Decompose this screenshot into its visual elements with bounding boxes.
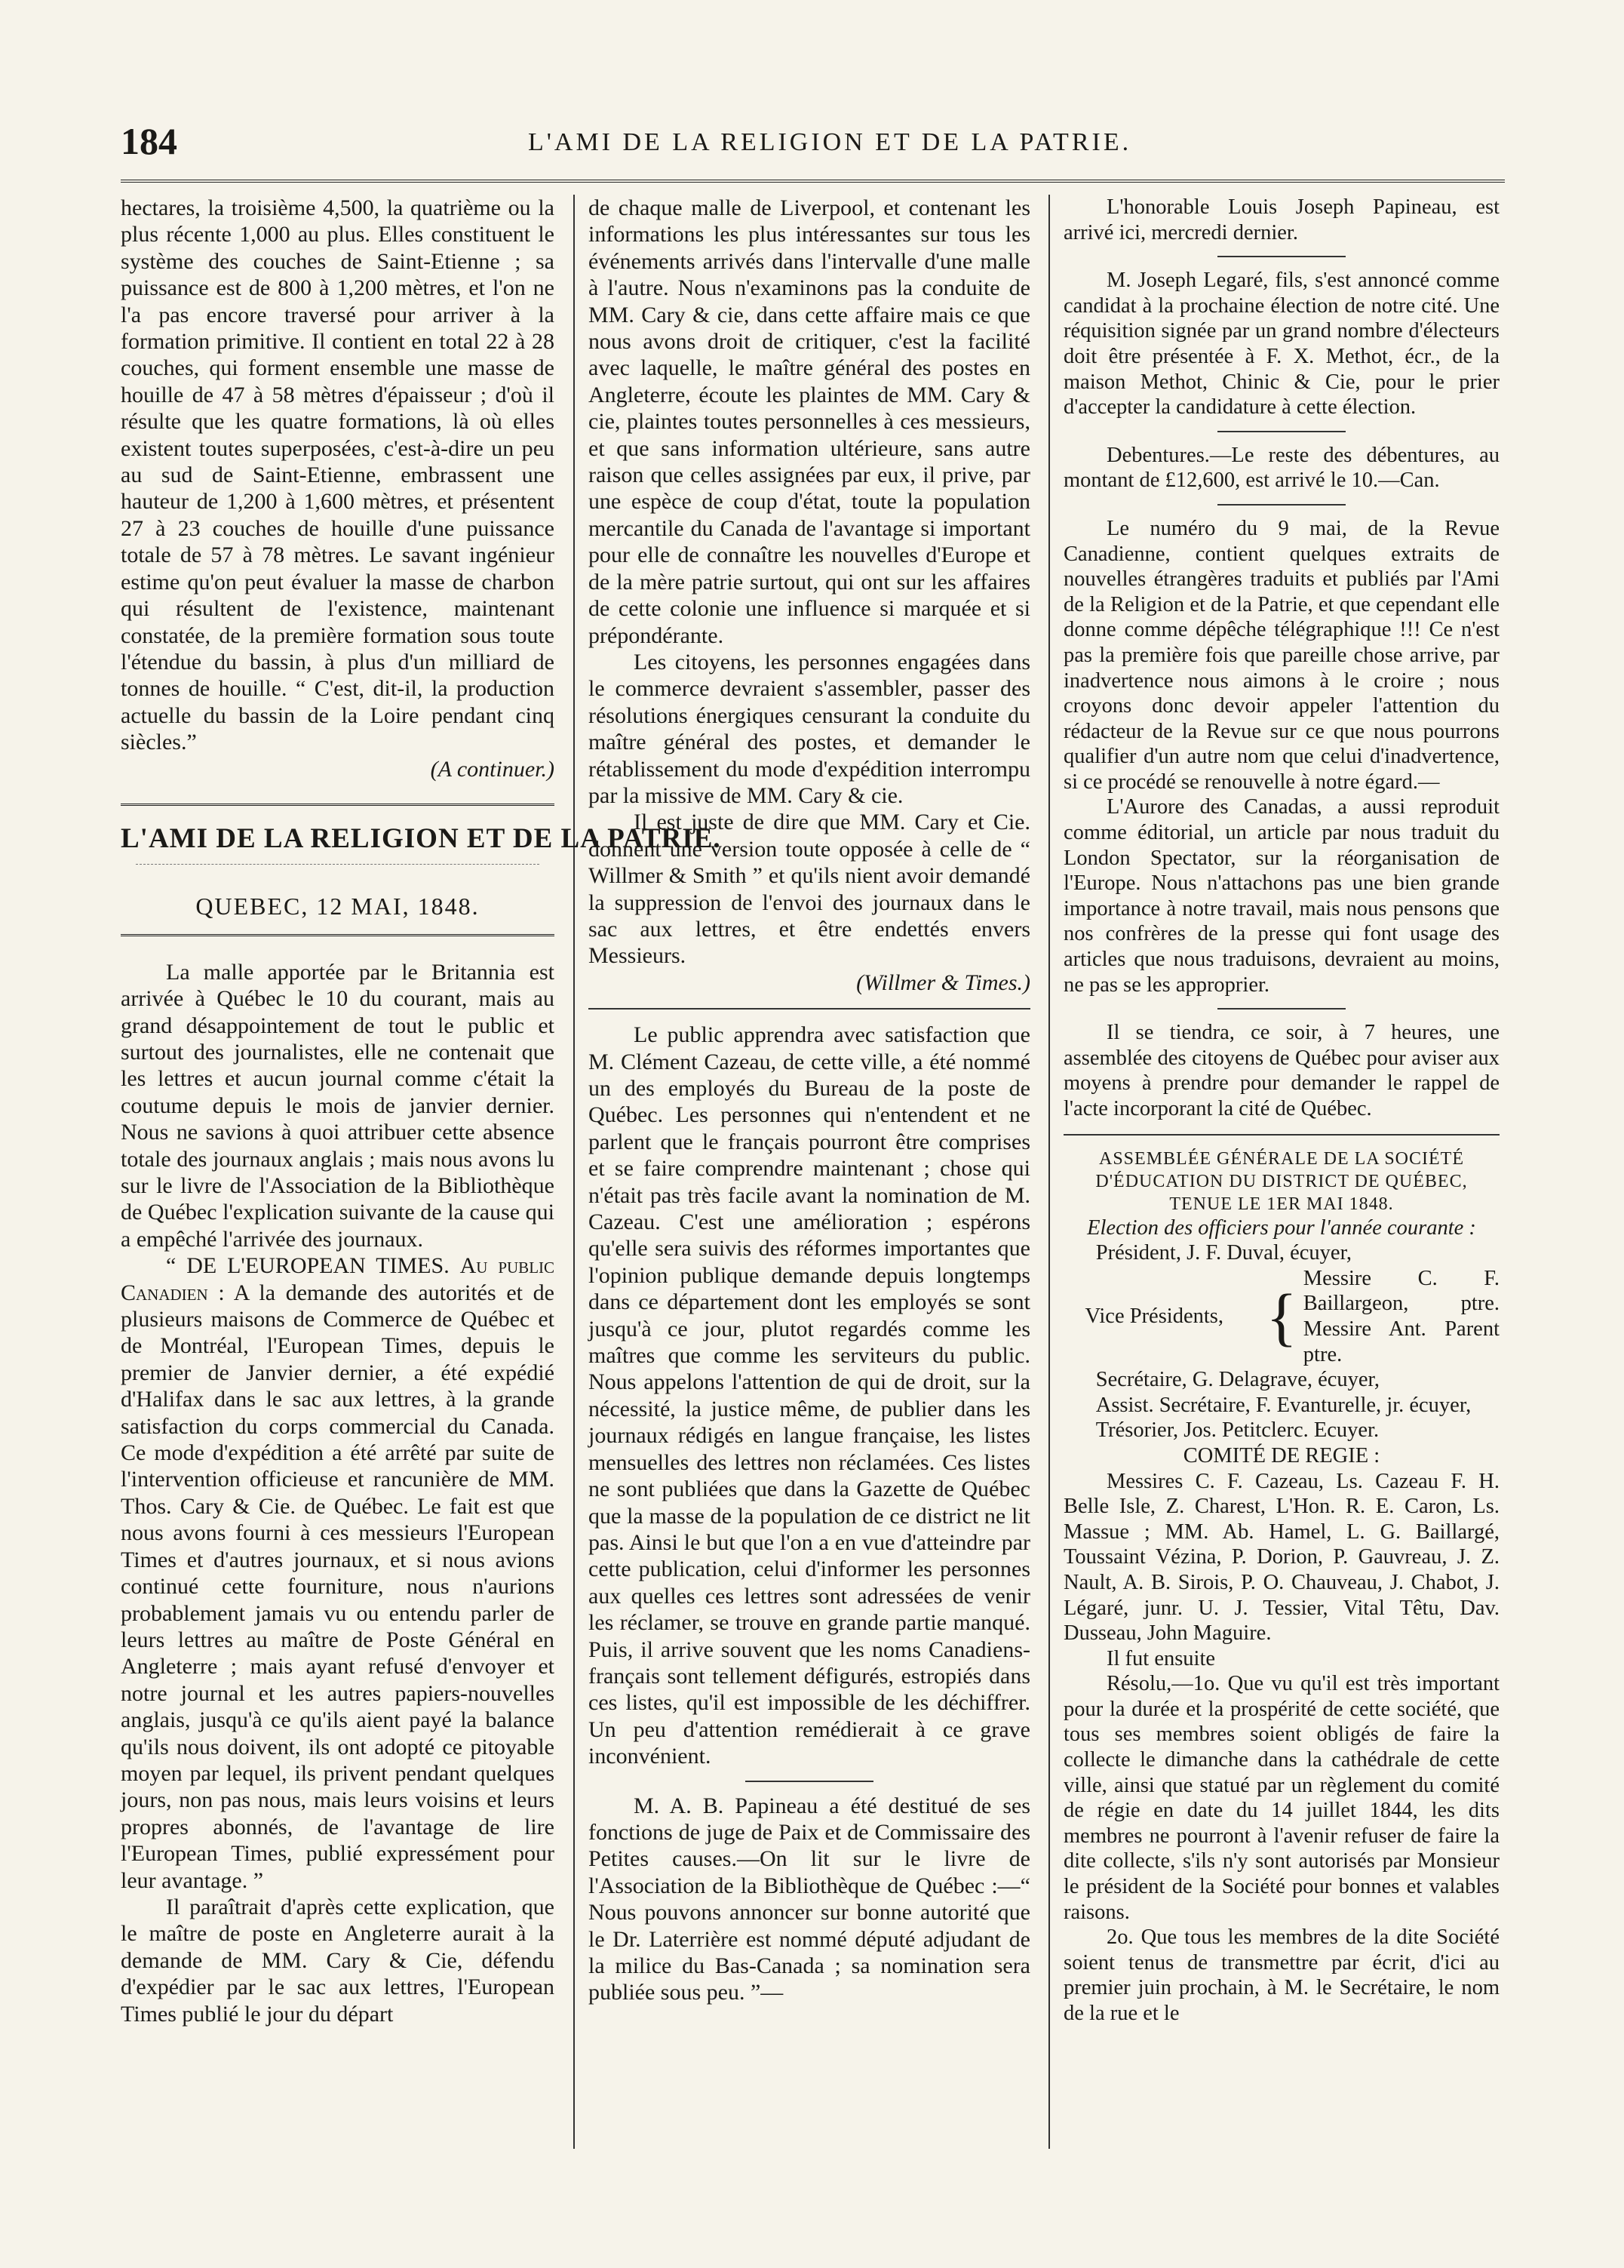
vice-presidents-label: Vice Présidents, — [1085, 1305, 1223, 1329]
separator-rule — [1217, 1008, 1346, 1010]
brief-legare: M. Joseph Legaré, fils, s'est annoncé comme candidat à la prochaine élection de notre cité. Une réquisition signée par un grand nombre d'électeurs doit être présentée à F. X. Methot, écr., de la maison Methot, Chinic & Cie, pour le prier d'accepter la candidature à cette élection. — [1064, 269, 1500, 419]
ornamental-rule — [136, 864, 539, 872]
separator-rule — [588, 1008, 1030, 1010]
separator-rule — [1217, 431, 1346, 432]
page-number: 184 — [121, 120, 177, 162]
assembly-heading: ASSEMBLÉE GÉNÉRALE DE LA SOCIÉTÉ D'ÉDUCATION DU DISTRICT DE QUÉBEC, TENUE LE 1ER MAI 1848. — [1095, 1148, 1468, 1214]
european-times-body: A la demande des autorités et de plusieurs maisons de Commerce de Québec et de Montréal, l'European Times, depuis le premier de Janvier dernier, a été expédié d'Halifax dans le sac aux lettres, à la grande satisfaction du corps commercial du Canada. Ce mode d'expédition a été arrêté par suite de l'intervention officieuse et rancunière de MM. Thos. Cary & Cie. de Québec. Le fait est que nous avons fourni à ces messieurs l'European Times et d'autres journaux, et si nous avions continué cette fourniture, nous n'aurions probablement jamais vu ou entendu parler de leurs lettres au maître de Poste Général en Angleterre ; mais ayant refusé d'envoyer et notre journal et les autres papiers-nouvelles anglais, jusqu'à ce qu'ils aient payé la balance qu'ils nous doivent, ils ont adopté ce pitoyable moyen par lequel, ils privent pendant quelques jours, non pas nous, mais leurs voisins et leurs propres abonnés, de l'avantage de lire l'European Times, publié expressément pour leur avantage. ” — [121, 1280, 554, 1893]
article-mail: La malle apportée par le Britannia est arrivée à Québec le 10 du courant, mais au grand désappointement de tout le public et surtout des journalistes, elle ne contenait que les lettres et aucun journal comme c'était la coutume depuis le mois de janvier dernier. Nous ne savions à quoi attribuer cette absence totale des journaux anglais ; mais nous avons lu sur le livre de l'Association de la Bibliothèque de Québec l'explication suivante de la cause qui a empêché l'arrivée des journaux. — [121, 959, 554, 1252]
article-citizens: Les citoyens, les personnes engagées dans le commerce devraient s'assembler, passer des résolutions énergiques censurant la conduite du maître général des postes, et demander le rétablissement du mode d'expédition interrompu par la missive de MM. Cary & cie. — [588, 649, 1030, 808]
masthead-rule — [121, 804, 554, 806]
brace-glyph: { — [1266, 1280, 1297, 1353]
running-title: L'AMI DE LA RELIGION ET DE LA PATRIE. — [528, 128, 1132, 156]
article-coal-continued: hectares, la troisième 4,500, la quatrième ou la plus récente 1,000 au plus. Elles constituent le système des couches de Saint-Etienne ; sa puissance est de 800 à 1,200 mètres, et l'on ne l'a pas encore traversé pour arriver à la formation primitive. Il contient en total 22 à 28 couches, qui forment ensemble une masse de houille de 47 à 58 mètres d'épaisseur ; d'où il résulte que les quatre formations, là où elles existent toutes superposées, c'est-à-dire un peu au sud de Saint-Etienne, embrassent une hauteur de 1,200 à 1,600 mètres, et présentent 27 à 23 couches de houille d'une puissance totale de 57 à 78 mètres. Le savant ingénieur estime qu'on peut évaluer la masse de charbon qui résultent de l'existence, maintenant constatée, de la première formation sous toute l'étendue du bassin, à plus d'un milliard de tonnes de houille. “ C'est, dit-il, la production actuelle du bassin de la Loire pendant cinq siècles.” — [121, 195, 554, 755]
committee-heading: COMITÉ DE REGIE : — [1183, 1443, 1380, 1467]
election-heading: Election des officiers pour l'année courante : — [1087, 1215, 1476, 1240]
officer-president: Président, J. F. Duval, écuyer, — [1095, 1241, 1352, 1265]
brief-aurore: L'Aurore des Canadas, a aussi reproduit comme éditorial, un article par nous traduit du London Spectator, sur la réorganisation de l'Europe. Nous n'attachons pas une bien grande importance à notre travail, mais nous pensons que nos confrères de la presse qui font usage des articles que nous traduisons, devraient au moins, ne pas se les approprier. — [1064, 795, 1500, 997]
resolution-intro: Il fut ensuite — [1107, 1646, 1216, 1670]
separator-rule — [745, 1781, 873, 1782]
column-1 — [121, 195, 721, 2027]
public-address: Au public Canadien : — [121, 1253, 555, 1305]
separator-rule — [1217, 504, 1346, 506]
resolution-2: 2o. Que tous les membres de la dite Société soient tenus de transmettre par écrit, d'ici au premier juin prochain, à M. le Secrétaire, le nom de la rue et le — [1064, 1925, 1500, 2025]
masthead: L'AMI DE LA RELIGION ET DE LA PATRIE. — [121, 822, 721, 854]
separator-rule — [1217, 256, 1346, 257]
article-signature: (Willmer & Times.) — [856, 970, 1030, 995]
column-2 — [588, 195, 1030, 2006]
european-times-notice — [121, 1252, 554, 1894]
brief-assembly: Il se tiendra, ce soir, à 7 heures, une assemblée des citoyens de Québec pour aviser aux moyens à prendre pour demander le rappel de l'acte incorporant la cité de Québec. — [1064, 1021, 1500, 1120]
officer-treasurer: Trésorier, Jos. Petitclerc. Ecuyer. — [1095, 1418, 1380, 1443]
european-times-heading: “ DE L'EUROPEAN TIMES. — [166, 1253, 450, 1279]
committee-members: Messires C. F. Cazeau, Ls. Cazeau F. H. Belle Isle, Z. Charest, L'Hon. R. E. Caron, Ls. Massue ; MM. Ab. Hamel, L. G. Baillargé, Toussaint Vézina, P. Dorion, P. Gauvreau, J. Z. Nault, A. B. Sirois, P. O. Chauveau, J. Chabot, J. Légaré, junr. U. J. Tessier, Vital Têtu, Dav. Dusseau, John Maguire. — [1064, 1469, 1500, 1646]
column-3 — [1064, 195, 1500, 2027]
vice-presidents-names: Messire C. F. Baillargeon, ptre. Messire Ant. Parent ptre. — [1303, 1266, 1500, 1366]
resolution-1: Résolu,—1o. Que vu qu'il est très important pour la durée et la prospérité de cette société, que tous ses membres soient obligés de faire la collecte le dimanche dans la cathédrale de cette ville, ainsi que statué par un règlement du comité de régie en date du 14 juillet 1844, les dits membres ne pourront à l'avenir refuser de faire la dite collecte, s'ils n'y sont autorisés par Monsieur le président de la Société pour bonnes et valables raisons. — [1064, 1672, 1500, 1924]
separator-rule — [1064, 1134, 1500, 1136]
dateline-rule — [121, 934, 554, 936]
header-rule — [121, 180, 1505, 183]
officer-vice-presidents — [1064, 1266, 1500, 1367]
column-rule — [573, 195, 575, 2149]
dateline: QUEBEC, 12 MAI, 1848. — [195, 893, 480, 920]
brief-debentures: Debentures.—Le reste des débentures, au montant de £12,600, est arrivé le 10.—Can. — [1064, 443, 1500, 493]
page-header — [121, 119, 1501, 172]
officer-secretary: Secrétaire, G. Delagrave, écuyer, — [1095, 1368, 1380, 1392]
article-mail-continued: de chaque malle de Liverpool, et contenant les informations les plus intéressantes sur tous les événements arrivés dans l'intervalle d'une malle à l'autre. Nous n'examinons pas la conduite de MM. Cary & cie, dans cette affaire mais ce que nous avons droit de critiquer, c'est la facilité avec laquelle, le maître général des postes en Angleterre, écoute les plaintes de MM. Cary & cie, plaintes toutes personnelles à ces messieurs, et que sans information ultérieure, sans autre raison que celles assignées par eux, il prive, par une espèce de coup d'état, toute la population mercantile du Canada de l'avantage si important pour elle de connaître les nouvelles d'Europe et de la mère patrie surtout, qui ont sur les affaires de cette colonie une influence si marquée et si prépondérante. — [588, 195, 1030, 648]
article-cazeau: Le public apprendra avec satisfaction que M. Clément Cazeau, de cette ville, a été nommé un des employés du Bureau de la poste de Québec. Les personnes qui n'entendent et ne parlent que le français pourront être comprises et se faire comprendre maintenant ; chose qui n'était pas très facile avant la nomination de M. Cazeau. C'est une amélioration ; espérons qu'elle sera suivis des réformes importantes que l'opinion publique demande depuis longtemps dans ce département dont les employés se sont jusqu'à ce jour, plutot regardés comme les maîtres que comme les serviteurs du public. Nous appelons l'attention de qui de droit, sur la nécessité, la justice même, de publier dans les journaux rédigés en langue française, les listes mensuelles des lettres non réclamées. Ces listes ne sont publiées que dans la Gazette de Québec que la masse de la population de ce district ne lit pas. Ainsi le but que l'on a en vue d'atteindre par cette publication, celui d'informer les personnes aux quelles ces lettres sont adressées de venir les réclamer, se trouve en grande partie manqué. Puis, il arrive souvent que les noms Canadiens-français sont tellement défigurés, estropiés dans ces listes, qu'il est impossible de les déchiffrer. Un peu d'attention remédierait à ce grave inconvénient. — [588, 1022, 1030, 1769]
brief-papineau: L'honorable Louis Joseph Papineau, est arrivé ici, mercredi dernier. — [1064, 195, 1500, 244]
article-explanation: Il paraîtrait d'après cette explication, que le maître de poste en Angleterre aurait à la demande de MM. Cary & Cie, défendu d'expédier par le sac aux lettres, l'European Times publié le jour du départ — [121, 1894, 554, 2027]
to-be-continued: (A continuer.) — [430, 756, 554, 782]
article-papineau: M. A. B. Papineau a été destitué de ses fonctions de juge de Paix et de Commissaire des Petites causes.—On lit sur le livre de l'Association de la Bibliothèque de Québec :—“ Nous pouvons annoncer sur bonne autorité que le Dr. Laterrière est nommé député adjudant de la milice du Bas-Canada ; sa nomination sera publiée sous peu. ”— — [588, 1793, 1030, 2005]
column-rule — [1048, 195, 1050, 2149]
brief-revue-canadienne: Le numéro du 9 mai, de la Revue Canadienne, contient quelques extraits de nouvelles étrangères traduits et publiés par l'Ami de la Religion et de la Patrie, et que cependant elle donne comme dépêche télégraphique !!! Ce n'est pas la première fois que pareille chose arrive, par inadvertence nous aimons à le croire ; nous croyons donc devoir appeler l'attention du rédacteur de la Revue sur ce que nous pourrons qualifier d'un autre nom que celui d'inadvertence, si ce procédé se renouvelle à notre égard.— — [1064, 516, 1500, 794]
officer-assistant-secretary: Assist. Secrétaire, F. Evanturelle, jr. écuyer, — [1095, 1393, 1472, 1417]
article-cary: Il est juste de dire que MM. Cary et Cie. donnent une version toute opposée à celle de “ Willmer & Smith ” et qu'ils nient avoir demandé la suppression de l'envoi des journaux dans le sac aux lettres, et être endettés envers Messieurs. — [588, 810, 1030, 969]
